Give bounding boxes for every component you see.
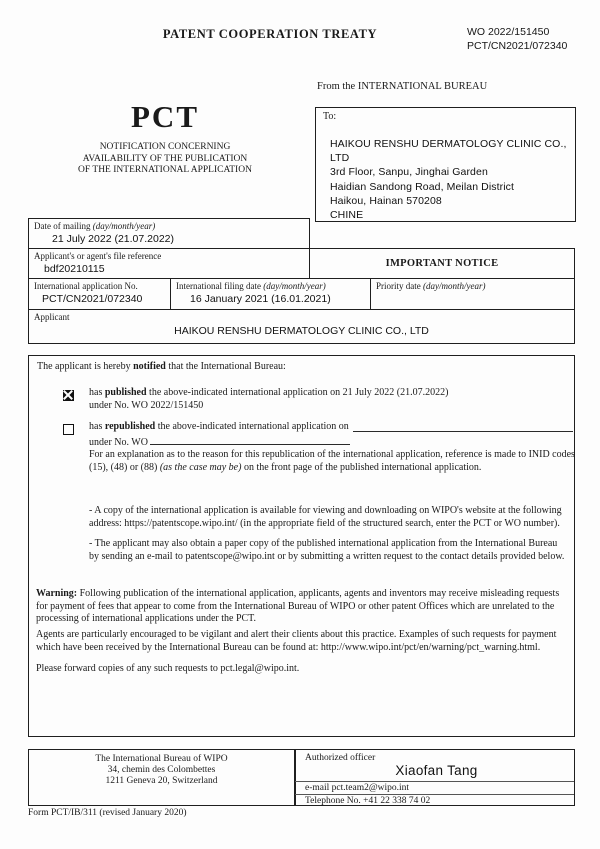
pct-logo: PCT	[131, 99, 199, 134]
intl-application-no-value: PCT/CN2021/072340	[42, 293, 143, 305]
authorized-officer-name: Xiaofan Tang	[395, 763, 478, 778]
address-line: 3rd Floor, Sanpu, Jinghai Garden	[330, 166, 488, 179]
applicant-value: HAIKOU RENSHU DERMATOLOGY CLINIC CO., LTD	[174, 325, 429, 337]
address-line: Haikou, Hainan 570208	[330, 194, 442, 207]
address-line: Haidian Sandong Road, Meilan District	[330, 180, 515, 193]
published-item	[89, 387, 575, 412]
applicant-cell	[28, 309, 575, 344]
form-subtitle-line: AVAILABILITY OF THE PUBLICATION	[82, 153, 248, 164]
copy-availability-paragraph: - A copy of the international application is available for viewing and downloading on WIPO's website at the following address: https://patentscope.wipo.int/ (in the appropriate field of the structured search, enter the PCT or WO number).	[89, 505, 562, 529]
paper-copy-paragraph: - The applicant may also obtain a paper copy of the published international application from the International Bureau by sending an e-mail to patentscope@wipo.int or by submitting a written request to the contact details provided below.	[89, 538, 565, 562]
applicant-label: Applicant	[34, 312, 70, 322]
intl-application-no-label: International application No.	[34, 281, 138, 291]
file-reference-label: Applicant's or agent's file reference	[34, 251, 162, 261]
notification-body-box	[28, 355, 575, 737]
forward-requests-paragraph: Please forward copies of any such requests to pct.legal@wipo.int.	[36, 663, 300, 674]
bureau-address-line: 1211 Geneva 20, Switzerland	[105, 776, 218, 787]
recipient-box	[315, 107, 576, 222]
file-reference-cell	[28, 248, 310, 279]
agents-paragraph: Agents are particularly encouraged to be vigilant and alert their clients about this practice. Examples of such requests for payment which have been received by the International Bureau can be found at: http://www.wipo.int/pct/en/warning/pct_warning.html.	[36, 629, 557, 653]
bureau-address-line: 34, chemin des Colombettes	[107, 765, 216, 776]
intl-application-no-cell	[28, 278, 171, 310]
document-title: PATENT COOPERATION TREATY	[162, 27, 378, 41]
priority-date-label: Priority date (day/month/year)	[376, 281, 486, 291]
important-notice-label: IMPORTANT NOTICE	[385, 258, 499, 269]
intl-filing-date-cell	[170, 278, 371, 310]
officer-email: e-mail pct.team2@wipo.int	[305, 782, 409, 793]
form-subtitle-line: NOTIFICATION CONCERNING	[99, 142, 231, 152]
from-bureau-line: From the INTERNATIONAL BUREAU	[317, 81, 488, 92]
priority-date-cell	[370, 278, 575, 310]
form-subtitle-line: OF THE INTERNATIONAL APPLICATION	[78, 165, 252, 175]
date-of-mailing-cell	[28, 218, 310, 249]
republished-line1: has republished the above-indicated international application on	[89, 421, 575, 434]
important-notice-cell	[309, 248, 575, 279]
intl-filing-date-label: International filing date (day/month/year)	[176, 281, 326, 291]
warning-paragraph: Warning: Following publication of the international application, applicants, agents and inventors may receive misleading requests for payment of fees that appear to come from the International Bureau of WIPO or other patent Offices which are unrelated to the processing of international applications under the PCT.	[36, 588, 560, 625]
footer-divider	[294, 750, 296, 805]
to-label: To:	[323, 111, 337, 122]
officer-telephone: Telephone No. +41 22 338 74 02	[305, 795, 431, 806]
republished-explanation: For an explanation as to the reason for this republication of the international application, reference is made to INID codes (15), (48) or (88) (as the case may be) on the front page of the published international application.	[89, 449, 575, 473]
bureau-address-line: The International Bureau of WIPO	[95, 754, 228, 764]
pct-application-number: PCT/CN2021/072340	[467, 40, 568, 52]
intl-filing-date-value: 16 January 2021 (16.01.2021)	[190, 293, 331, 305]
authorized-officer-label: Authorized officer	[305, 753, 376, 763]
recipient-address	[330, 137, 567, 222]
form-subtitle	[35, 142, 295, 177]
publication-numbers	[467, 25, 567, 53]
date-of-mailing-value: 21 July 2022 (21.07.2022)	[52, 233, 175, 245]
blank-underline	[353, 421, 573, 432]
file-reference-value: bdf20210115	[44, 263, 105, 275]
republished-line2: under No. WO	[89, 434, 575, 450]
footer-box	[28, 749, 575, 806]
published-line1: has published the above-indicated international application on 21 July 2022 (21.07.2022)	[89, 387, 449, 398]
address-line: CHINE	[330, 209, 364, 222]
address-line: HAIKOU RENSHU DERMATOLOGY CLINIC CO.,	[330, 138, 567, 150]
bureau-address	[29, 754, 294, 788]
republished-item	[89, 421, 575, 474]
republished-checkbox	[63, 424, 74, 435]
published-checkbox	[63, 390, 74, 401]
form-identifier: Form PCT/IB/311 (revised January 2020)	[28, 808, 187, 818]
date-of-mailing-label: Date of mailing (day/month/year)	[34, 221, 156, 231]
intro-line: The applicant is hereby notified that the International Bureau:	[37, 361, 286, 372]
wo-publication-number: WO 2022/151450	[467, 26, 550, 38]
blank-underline	[150, 434, 350, 445]
address-line: LTD	[330, 152, 350, 165]
published-line2: under No. WO 2022/151450	[89, 399, 204, 411]
